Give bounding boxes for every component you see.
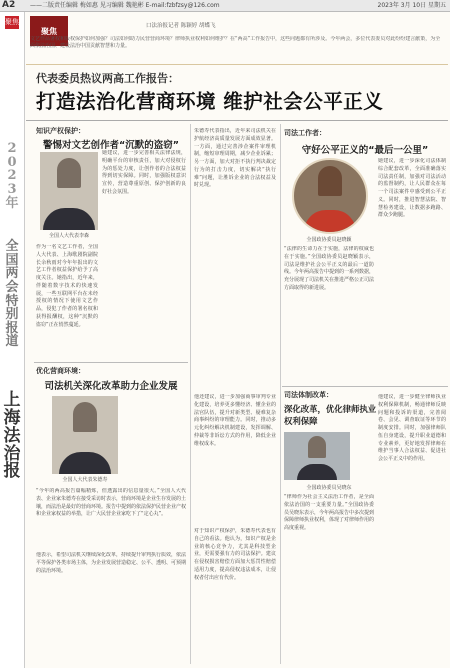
article-mid-body-b: 他还建议，进一步加强商事审判专业化建设，培养更多懂经济、懂企业的法官队伍，提升对新类型、疑难复杂商事纠纷的审理能力。同时，推动多元化纠纷解决机制建设，发挥调解、仲裁等非诉讼方式的作用，降低企业维权成本。 [194,394,276,447]
portrait-head [73,402,97,432]
section-tag: 聚焦 [5,16,19,29]
article-mid-body-a: 朱德寿代表指出，近年来司法机关在护航经济高质量发展方面成效显著。一方面，通过完善涉企案件审理机制，缩短审理周期，减少企业诉累；另一方面，加大对拒不执行判决裁定行为的打击力度，切实解决“执行难”问题，让胜诉企业的合法权益及时兑现。 [194,128,276,189]
main-headline: 打造法治化营商环境 维护社会公平正义 [36,90,384,113]
editor-info: ——二版责任编辑 梅如惠 见习编辑 魏艳彬 E-mail:fzbfzsy@126.com [30,2,220,9]
article-ip-body-b: 她建议，进一步完善相关法律法规，明确平台的审核责任，加大对侵权行为的惩处力度，让创作者的合法权益得到切实保障。同时，加强版权意识宣传，营造尊重原创、保护创新的良好社会氛围。 [102,150,186,195]
vertical-brand: 上 海 法 治 报 [3,390,21,482]
section-label-lawyer: 司法体制改革： [284,391,333,399]
headline-justice: 守好公平正义的“最后一公里” [301,145,429,156]
article-biz-body-b: 他表示，希望司法机关继续深化改革，持续提升审判执行质效，依法平等保护各类市场主体，为企业发展营造稳定、公平、透明、可预期的法治环境。 [36,552,186,574]
divider [34,362,188,363]
article-ip-body-a: 作为一名文艺工作者，全国人大代表、上海歌剧院副院长余秋雨对今年年报出的文艺工作者权益保护给予了高度关注。她指出，近年来，伴随着数字技术的快速发展，一些互联网平台在未经授权的情况下使用文艺作品，侵犯了作者的署名权和获得报酬权，这种“沉默的盗窃”正在悄然蔓延。 [36,244,98,328]
section-label-biz: 优化营商环境： [36,367,85,375]
headline-biz: 司法机关深化改革助力企业发展 [44,381,178,392]
photo-committee-member-2 [284,432,350,480]
photo-caption-3: 全国政协委员赵晓颖 [306,237,352,243]
kicker: 代表委员热议两高工作报告： [36,72,179,85]
portrait-head [308,436,326,458]
top-bar [0,0,450,12]
headline-lawyer: 深化改革，优化律师执业权利保障 [284,404,377,426]
lead-paragraph: 文艺作品署权和版权保护如何加强？司法如何助力民营营商环境？律师执业权利如何维护？在“两高”工作报告中，这些问题都有所涉及。今年两会，多位代表委员对此纷纷建言献策，为全面依法治国、建设法治中国贡献智慧和力量。 [30,36,441,50]
headline-ip: 警惕对文艺创作者“沉默的盗窃” [43,140,179,151]
photo-representative-2 [52,396,118,474]
vertical-subject: 全 国 两 会 特 别 报 道 [5,239,19,350]
photo-representative-1 [40,152,98,230]
header-rule [26,120,448,121]
portrait-body [59,452,111,474]
photo-caption-1: 全国人大代表李森 [48,233,89,239]
article-justice-body-a: “法律的生命力在于实施，法律的权威也在于实施。”全国政协委员赵晓颖表示，司法是维护社会公平正义的最后一道防线。今年两高报告中提到的一系列数据，充分展现了司法机关在推进严格公正司法方面取得的新进展。 [284,246,374,291]
portrait-body [43,208,95,230]
divider [282,386,448,387]
photo-caption-4: 全国政协委员吴晓东 [306,485,352,491]
article-justice-body-b: 她建议，进一步深化司法体制综合配套改革，全面准确落实司法责任制，加强对司法活动的监督制约，让人民群众在每一个司法案件中感受到公平正义。同时，推进智慧法院、智慧检务建设，让数据多跑路、群众少跑腿。 [378,158,446,219]
portrait-body [304,210,356,232]
photo-caption-2: 全国人大代表朱德寿 [62,477,108,483]
page-number: A2 [2,0,16,10]
vertical-year: 2 0 2 3 年 [5,141,19,211]
article-biz-body-a: “今年的两高报告篇幅精炼，但透露出的信息量很大。”全国人大代表、企业家朱德寿在接受采访时表示，营商环境是企业生存发展的土壤，而法治是最好的营商环境。报告中提到的依法保护民营企业产权和企业家权益的举措，让广大民营企业家吃下了“定心丸”。 [36,488,186,518]
article-lawyer-body-a: “律师作为社会主义法治工作者，是全面依法治国的一支重要力量。”全国政协委员吴晓东表示，今年两高报告中多次提到保障律师执业权利，体现了对律师作用的高度重视。 [284,494,374,531]
portrait-body [297,464,337,480]
article-mid-body-c: 对于知识产权保护，朱德寿代表也有自己的看法。他认为，知识产权是企业的核心竞争力，尤其是科技型企业，更需要强有力的司法保护。建议在侵权损害赔偿方面加大惩罚性赔偿适用力度，提高侵权违法成本，让侵权者付出应有代价。 [194,528,276,581]
section-label-justice: 司法工作者： [284,129,326,137]
column-divider [280,124,281,664]
portrait-head [57,158,81,188]
issue-date: 2023年 3月 10日 星期五 [377,2,446,9]
column-seal: 聚焦 [30,16,68,46]
section-label-ip: 知识产权保护： [36,127,85,135]
photo-committee-member-1 [292,158,368,234]
portrait-head [318,166,342,196]
article-lawyer-body-b: 他建议，进一步健全律师执业权利保障机制，畅通律师反映问题和投诉的渠道，完善阅卷、会见、调查取证等环节的制度安排。同时，加强律师队伍自身建设，提升职业道德和专业素养，更好地发挥律师在维护当事人合法权益、促进社会公平正义中的作用。 [378,394,446,462]
column-divider [190,124,191,664]
byline: 口法治报记者 陈颖婷 胡蝶飞 [146,23,216,29]
page-header [26,14,448,65]
